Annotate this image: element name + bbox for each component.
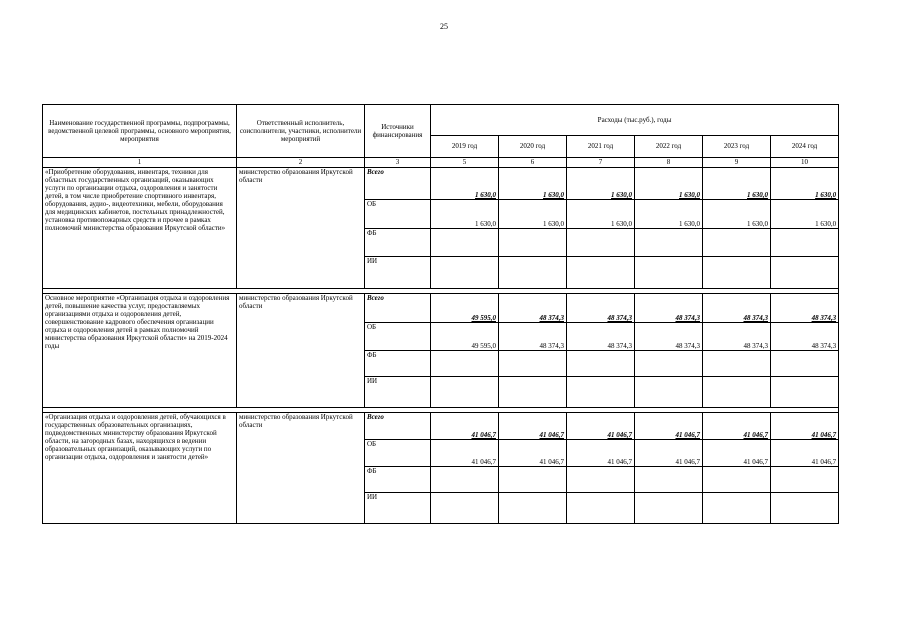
- column-number: 1: [43, 158, 237, 168]
- total-value: 1 630,0: [567, 168, 635, 200]
- ob-value: 48 374,3: [567, 323, 635, 351]
- source-label: ФБ: [365, 467, 431, 493]
- ob-value: 41 046,7: [771, 440, 839, 467]
- header-year: 2019 год: [431, 136, 499, 158]
- budget-table: [42, 104, 839, 524]
- ob-value: 41 046,7: [431, 440, 499, 467]
- total-value: 48 374,3: [635, 294, 703, 323]
- ob-value: 41 046,7: [635, 440, 703, 467]
- ob-value: 49 595,0: [431, 323, 499, 351]
- total-value: 41 046,7: [635, 413, 703, 440]
- source-label: ОБ: [365, 323, 431, 351]
- source-label: ФБ: [365, 229, 431, 257]
- header-executor: Ответственный исполнитель, соисполнители, участники, исполнители мероприятий: [237, 105, 365, 158]
- ob-value: 41 046,7: [499, 440, 567, 467]
- source-label: ИИ: [365, 377, 431, 408]
- header-year: 2020 год: [499, 136, 567, 158]
- total-value: 48 374,3: [499, 294, 567, 323]
- total-value: 1 630,0: [635, 168, 703, 200]
- column-number: 6: [499, 158, 567, 168]
- ob-value: 48 374,3: [771, 323, 839, 351]
- column-number: 10: [771, 158, 839, 168]
- header-year: 2022 год: [635, 136, 703, 158]
- header-name: Наименование государственной программы, подпрограммы, ведомственной целевой программы, основного мероприятия, мероприятия: [43, 105, 237, 158]
- total-value: 1 630,0: [499, 168, 567, 200]
- column-number: 7: [567, 158, 635, 168]
- total-value: 41 046,7: [499, 413, 567, 440]
- measure-name: «Приобретение оборудования, инвентаря, техники для областных государственных организаций, оказывающих услуги по организации отдыха, оздоровления и занятости детей, в том числе приобретение спортивного инвентаря, оборудования, аудио-, видеотехники, мебели, оборудования для медицинских кабинетов, постельных принадлежностей, установка противопожарных средств и прочее в рамках полномочий министерства образования Иркутской области»: [43, 168, 237, 289]
- column-number: 5: [431, 158, 499, 168]
- column-number: 8: [635, 158, 703, 168]
- column-number: 3: [365, 158, 431, 168]
- source-label: ОБ: [365, 440, 431, 467]
- source-label: ИИ: [365, 257, 431, 289]
- measure-name: Основное мероприятие «Организация отдыха и оздоровления детей, повышение качества услуг, предоставляемых организациями отдыха и оздоровления детей, совершенствование кадрового обеспечения организации отдыха и оздоровления детей в рамках полномочий министерства образования Иркутской области» на 2019-2024 годы: [43, 294, 237, 408]
- header-source: Источники финансирования: [365, 105, 431, 158]
- ob-value: 48 374,3: [499, 323, 567, 351]
- source-label: Всего: [365, 294, 431, 323]
- ob-value: 1 630,0: [567, 200, 635, 229]
- total-value: 1 630,0: [703, 168, 771, 200]
- ob-value: 41 046,7: [703, 440, 771, 467]
- total-value: 1 630,0: [431, 168, 499, 200]
- total-value: 1 630,0: [771, 168, 839, 200]
- ob-value: 1 630,0: [703, 200, 771, 229]
- ob-value: 1 630,0: [771, 200, 839, 229]
- ob-value: 1 630,0: [499, 200, 567, 229]
- source-label: ФБ: [365, 351, 431, 377]
- header-year: 2021 год: [567, 136, 635, 158]
- ob-value: 41 046,7: [567, 440, 635, 467]
- measure-executor: министерство образования Иркутской области: [237, 294, 365, 408]
- column-number-row: [43, 158, 839, 168]
- header-year: 2024 год: [771, 136, 839, 158]
- total-value: 41 046,7: [771, 413, 839, 440]
- measure-executor: министерство образования Иркутской области: [237, 413, 365, 524]
- column-number: 9: [703, 158, 771, 168]
- column-number: 2: [237, 158, 365, 168]
- measure-name: «Организация отдыха и оздоровления детей, обучающихся в государственных образовательных организациях, подведомственных министерству образования Иркутской области, на загородных базах, находящихся в ведении образовательных организаций, оказывающих услуги по организации отдыха, оздоровления и занятости детей»: [43, 413, 237, 524]
- source-label: ОБ: [365, 200, 431, 229]
- total-value: 48 374,3: [703, 294, 771, 323]
- table-row: [43, 168, 839, 200]
- page-number: 25: [440, 22, 448, 31]
- table-row: [43, 413, 839, 440]
- measure-executor: министерство образования Иркутской области: [237, 168, 365, 289]
- source-label: Всего: [365, 413, 431, 440]
- source-label: ИИ: [365, 493, 431, 524]
- total-value: 48 374,3: [771, 294, 839, 323]
- header-expenses: Расходы (тыс.руб.), годы: [431, 105, 839, 136]
- total-value: 41 046,7: [703, 413, 771, 440]
- source-label: Всего: [365, 168, 431, 200]
- ob-value: 1 630,0: [635, 200, 703, 229]
- ob-value: 48 374,3: [635, 323, 703, 351]
- ob-value: 1 630,0: [431, 200, 499, 229]
- total-value: 48 374,3: [567, 294, 635, 323]
- table-row: [43, 294, 839, 323]
- header-year: 2023 год: [703, 136, 771, 158]
- total-value: 49 595,0: [431, 294, 499, 323]
- total-value: 41 046,7: [431, 413, 499, 440]
- total-value: 41 046,7: [567, 413, 635, 440]
- ob-value: 48 374,3: [703, 323, 771, 351]
